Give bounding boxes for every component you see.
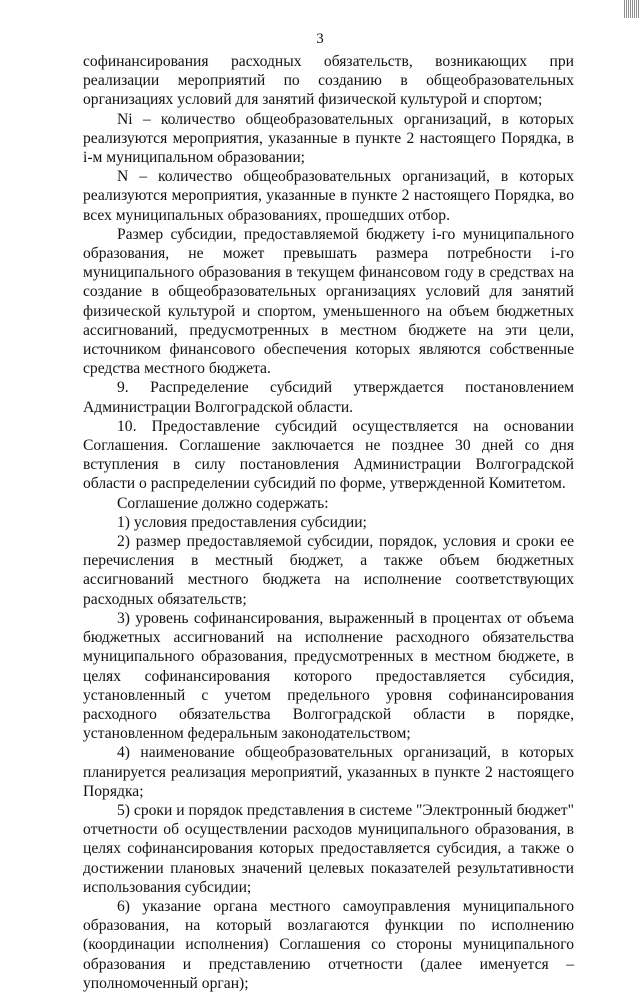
paragraph: 5) сроки и порядок представления в системе "Электронный бюджет" отчетности об осуществлении расходов муниципального образования, в целях софинансирования которых предоставляется субсидия, а также о достижении плановых значений целевых показателей результативности использования субсидии; — [83, 801, 574, 896]
document-body — [83, 52, 574, 993]
paragraph: 1) условия предоставления субсидии; — [117, 513, 367, 531]
paragraph: Ni – количество общеобразовательных организаций, в которых реализуются мероприятия, указанные в пункте 2 настоящего Порядка, в i-м муниципальном образовании; — [83, 110, 574, 167]
paragraph: Размер субсидии, предоставляемой бюджету i-го муниципального образования, не может превышать размера потребности i-го муниципального образования в текущем финансовом году в средствах на создание в общеобразовательных организациях условий для занятий физической культурой и спортом, уменьшенного на объем бюджетных ассигнований, предусмотренных в местном бюджете на эти цели, источником финансового обеспечения которых являются собственные средства местного бюджета. — [83, 225, 574, 378]
paragraph: 4) наименование общеобразовательных организаций, в которых планируется реализация мероприятий, указанных в пункте 2 настоящего Порядка; — [83, 744, 574, 800]
paragraph: 10. Предоставление субсидий осуществляется на основании Соглашения. Соглашение заключается не позднее 30 дней со дня вступления в силу постановления Администрации Волгоградской области о распределении субсидий по форме, утвержденной Комитетом. — [83, 417, 574, 493]
paragraph: N – количество общеобразовательных организаций, в которых реализуются мероприятия, указанные в пункте 2 настоящего Порядка, во всех муниципальных образованиях, прошедших отбор. — [83, 168, 574, 224]
scan-barcode-mark — [624, 0, 640, 18]
page-number: 3 — [316, 31, 324, 47]
paragraph: Соглашение должно содержать: — [117, 494, 329, 512]
paragraph: 6) указание органа местного самоуправления муниципального образования, на который возлагаются функции по исполнению (координации исполнения) Соглашения со стороны муниципального образования и представлению отчетности (далее именуется – уполномоченный орган); — [83, 897, 574, 992]
paragraph: софинансирования расходных обязательств, возникающих при реализации мероприятий по созданию в общеобразовательных организациях условий для занятий физической культурой и спортом; — [83, 53, 574, 109]
paragraph: 9. Распределение субсидий утверждается постановлением Администрации Волгоградской области. — [83, 379, 574, 416]
paragraph: 3) уровень софинансирования, выраженный в процентах от объема бюджетных ассигнований на исполнение расходного обязательства муниципального образования, предусмотренных в местном бюджете, в целях софинансирования которого предоставляется субсидия, установленный с учетом предельного уровня софинансирования расходного обязательства Волгоградской области в порядке, установленном федеральным законодательством; — [83, 609, 574, 743]
paragraph: 2) размер предоставляемой субсидии, порядок, условия и сроки ее перечисления в местный бюджет, а также объем бюджетных ассигнований местного бюджета на исполнение соответствующих расходных обязательств; — [83, 533, 574, 608]
